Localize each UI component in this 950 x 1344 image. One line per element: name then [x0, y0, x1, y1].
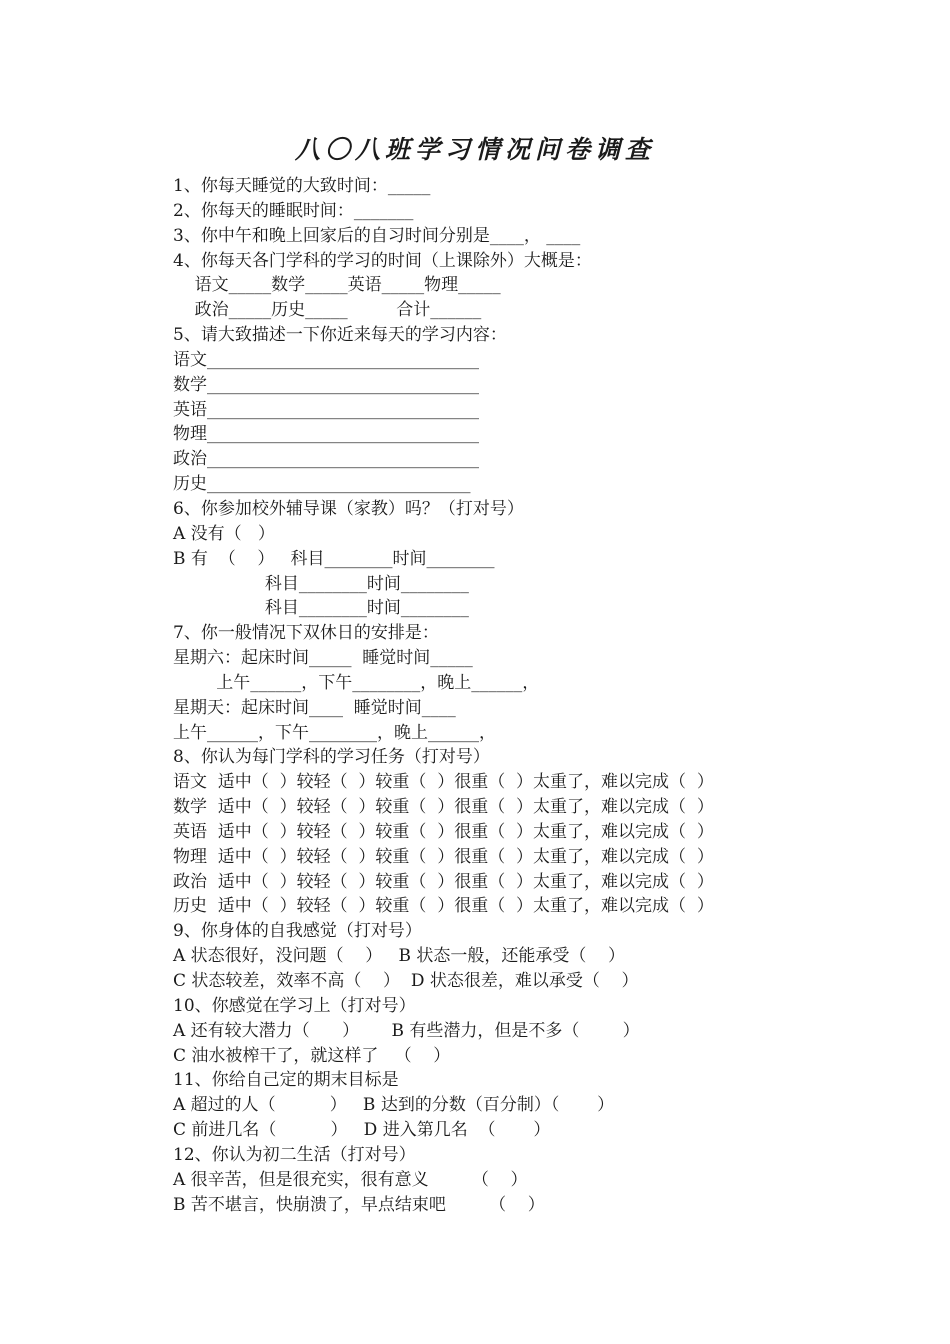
question-line: B 苦不堪言，快崩溃了，早点结束吧 （ ）: [173, 1194, 545, 1215]
question-line: 物理________________________________: [173, 424, 479, 445]
question-line: 星期天：起床时间____ 睡觉时间____: [173, 697, 456, 718]
question-line: A 状态很好，没问题（ ） B 状态一般，还能承受（ ）: [173, 946, 626, 967]
question-line: 上午______，下午________，晚上______，: [173, 722, 496, 743]
question-line: 7、你一般情况下双休日的安排是：: [173, 623, 439, 644]
question-line: 历史_______________________________: [173, 474, 471, 495]
question-line: C 前进几名（ ） D 进入第几名 （ ）: [173, 1120, 551, 1141]
question-line: 历史 适中（ ）较轻（ ）较重（ ）很重（ ）太重了，难以完成（ ）: [173, 896, 714, 917]
question-line: 科目________时间________: [173, 598, 469, 619]
question-line: 数学 适中（ ）较轻（ ）较重（ ）很重（ ）太重了，难以完成（ ）: [173, 797, 714, 818]
question-line: 数学________________________________: [173, 374, 479, 395]
question-line: 政治 适中（ ）较轻（ ）较重（ ）很重（ ）太重了，难以完成（ ）: [173, 871, 714, 892]
question-line: 上午______，下午________，晚上______，: [173, 672, 540, 693]
question-line: 英语 适中（ ）较轻（ ）较重（ ）很重（ ）太重了，难以完成（ ）: [173, 821, 714, 842]
question-line: A 还有较大潜力（ ） B 有些潜力，但是不多（ ）: [173, 1020, 640, 1041]
question-line: 政治________________________________: [173, 449, 479, 470]
question-line: 2、你每天的睡眠时间：_______: [173, 200, 414, 221]
question-line: 英语________________________________: [173, 399, 479, 420]
question-line: 语文 适中（ ）较轻（ ）较重（ ）很重（ ）太重了，难以完成（ ）: [173, 772, 714, 793]
question-line: 政治_____历史_____ 合计______: [173, 300, 482, 321]
question-line: 3、你中午和晚上回家后的自习时间分别是____， ____: [173, 225, 581, 246]
question-line: 物理 适中（ ）较轻（ ）较重（ ）很重（ ）太重了，难以完成（ ）: [173, 846, 714, 867]
question-line: 语文________________________________: [173, 349, 479, 370]
questionnaire-body: [173, 174, 813, 1217]
question-line: 星期六：起床时间_____ 睡觉时间_____: [173, 648, 473, 669]
question-line: 9、你身体的自我感觉（打对号）: [173, 921, 422, 942]
question-line: 科目________时间________: [173, 573, 469, 594]
question-line: 11、你给自己定的期末目标是: [173, 1070, 399, 1091]
question-line: C 状态较差，效率不高（ ） D 状态很差，难以承受（ ）: [173, 971, 639, 991]
question-line: 12、你认为初二生活（打对号）: [173, 1144, 416, 1165]
question-line: 4、你每天各门学科的学习的时间（上课除外）大概是：: [173, 250, 592, 271]
question-line: B 有 （ ） 科目________时间________: [173, 548, 495, 569]
page-title: 八〇八班学习情况问卷调查: [294, 135, 655, 164]
question-line: 语文_____数学_____英语_____物理_____: [173, 275, 501, 296]
question-line: 5、请大致描述一下你近来每天的学习内容：: [173, 325, 507, 346]
question-line: A 没有（ ）: [173, 523, 275, 544]
question-line: A 很辛苦，但是很充实，很有意义 （ ）: [173, 1169, 528, 1190]
question-line: 1、你每天睡觉的大致时间：_____: [173, 176, 431, 196]
question-line: C 油水被榨干了，就这样了 （ ）: [173, 1045, 451, 1066]
question-line: 10、你感觉在学习上（打对号）: [173, 995, 416, 1016]
question-line: 6、你参加校外辅导课（家教）吗？（打对号）: [173, 498, 524, 519]
question-line: A 超过的人（ ） B 达到的分数（百分制）（ ）: [173, 1095, 615, 1116]
question-line: 8、你认为每门学科的学习任务（打对号）: [173, 747, 490, 768]
